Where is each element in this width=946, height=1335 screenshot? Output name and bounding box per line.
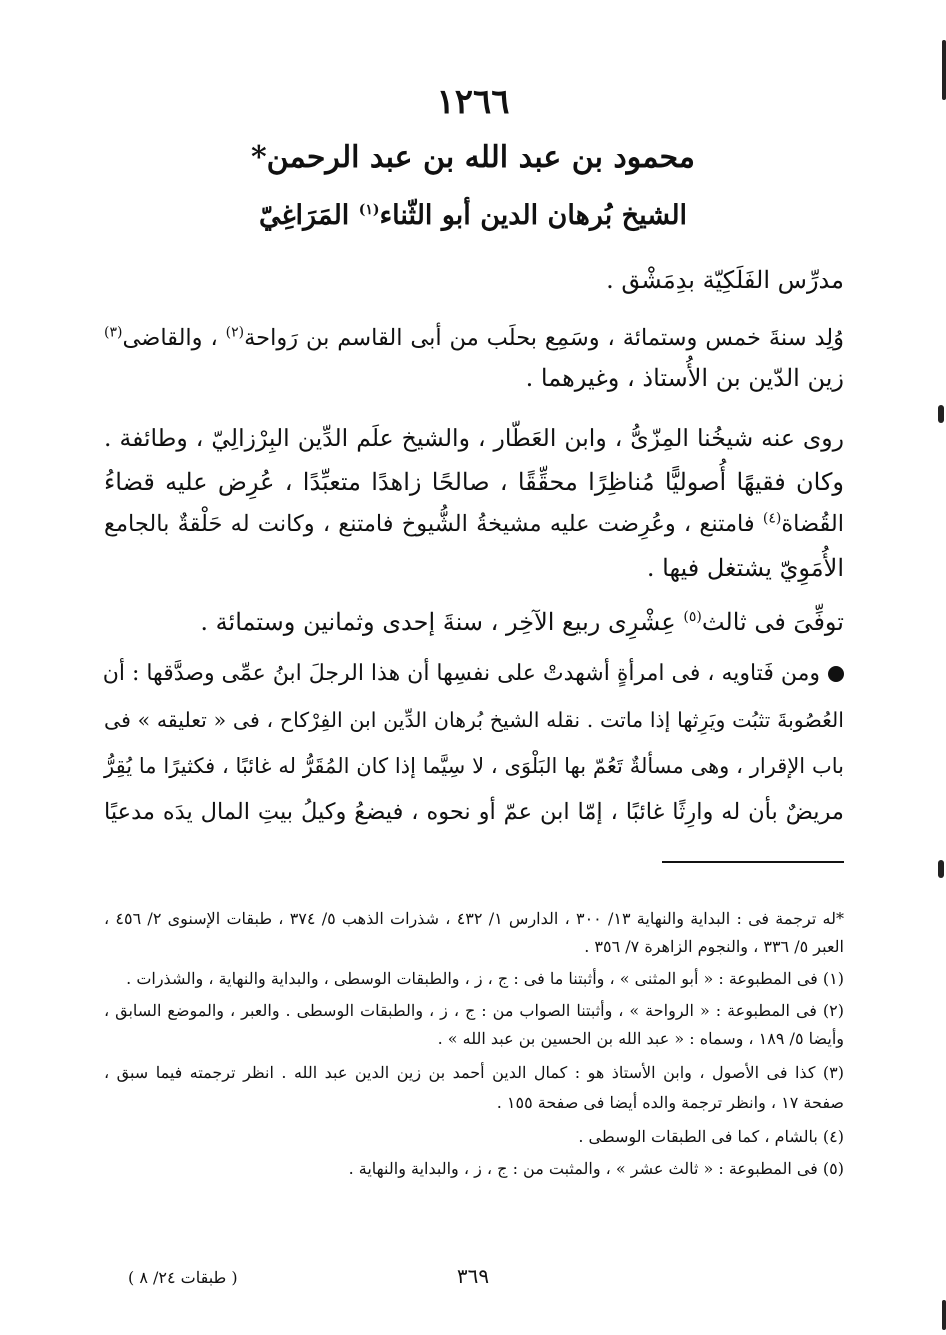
body-line-11: باب الإقرار ، وهى مسألةٌ تَعُمّ بها البَلْوَى ، لا سِيَّما إذا كان المُقَرُّ له غائبًا ، فكثيرًا ما يُقِرُّ [104, 754, 844, 778]
body-line-10: العُصُوبةَ تثبُت ويَرِثها إذا ماتت . نقله الشيخ بُرهان الدِّين ابن الفِرْكاح ، فى « تعليقه » فى [104, 708, 844, 732]
subtitle-text-tail: المَرَاغِيّ [258, 200, 359, 231]
footnote-divider [662, 861, 844, 863]
body-text: توفِّىَ فى ثالث [701, 608, 844, 636]
footnote-2-line-1: (٢) فى المطبوعة : « الرواحة » ، وأثبتنا الصواب من : ج ، ز ، والطبقات الوسطى . والعبر ، والموضع السابق ، [104, 1001, 844, 1020]
footnote-star-line-2: العبر ٥/ ٣٣٦ ، والنجوم الزاهرة ٧/ ٣٥٦ . [584, 937, 844, 956]
margin-mark [942, 1300, 946, 1330]
footnote-ref-4: (٤) [762, 510, 782, 527]
subtitle-text: الشيخ بُرهان الدين أبو الثّناء [379, 200, 688, 231]
body-text: ومن فَتاويه ، فى امرأةٍ أشهدتْ على نفسِها أن هذا الرجلَ ابنُ عمِّى وصدَّقها : أن [102, 661, 820, 686]
footnote-star-line-1: *له ترجمة فى : البداية والنهاية ١٣/ ٣٠٠ ، الدارس ١/ ٤٣٢ ، شذرات الذهب ٥/ ٣٧٤ ، طبقات الإسنوى ٢/ ٤٥٦ ، [104, 909, 844, 928]
body-line-1: مدرِّس الفَلَكِيّة بدِمَشْق . [606, 266, 844, 294]
body-line-3: زين الدّين بن الأُستاذ ، وغيرهما . [525, 364, 844, 392]
biography-subtitle [0, 200, 946, 231]
body-line-9 [104, 654, 844, 694]
section-bullet-icon [828, 666, 844, 682]
body-text: ، والقاضى [122, 325, 226, 351]
footnote-2-line-2: وأيضا ٥/ ١٨٩ ، وسماه : « عبد الله بن الحسين بن عبد الله » . [437, 1029, 844, 1048]
body-line-8 [104, 602, 844, 642]
body-line-5: وكان فقيهًا أُصوليًّا مُناظِرًا محقِّقًا ، صالحًا زاهدًا متعبِّدًا ، عُرِض عليه قضاءُ [104, 468, 844, 496]
footnote-3-line-1: (٣) كذا فى الأصول ، وابن الأستاذ هو : كمال الدين أحمد بن زين الدين عبد الله . انظر ترجمته فيما سبق ، [104, 1063, 844, 1082]
entry-number: ١٢٦٦ [436, 82, 510, 122]
footnote-3-line-2: صفحة ١٧ ، وانظر ترجمة والده أيضا فى صفحة ١٥٥ . [496, 1093, 844, 1112]
footnote-ref-5: (٥) [683, 609, 702, 625]
body-line-7: الأُمَوِيّ يشتغل فيها . [646, 554, 844, 582]
footnote-ref-1: (١) [358, 202, 380, 218]
margin-mark [938, 860, 944, 878]
body-line-6 [104, 504, 844, 544]
footnote-5: (٥) فى المطبوعة : « ثالث عشر » ، والمثبت من : ج ، ز ، والبداية والنهاية . [348, 1159, 844, 1178]
body-line-12: مريضٌ بأن له وارِثًا غائبًا ، إمّا ابن عمّ أو نحوه ، فيضعُ وكيلُ بيتِ المال يدَه مدعيًا [104, 799, 844, 825]
body-line-2 [104, 318, 844, 358]
margin-mark [938, 405, 944, 423]
body-text: فامتنع ، وعُرِضت عليه مشيخةُ الشُّيوخ فامتنع ، وكانت له حَلْقةٌ بالجامع [104, 511, 763, 537]
footnote-ref-2: (٢) [225, 324, 245, 341]
body-text: وُلِد سنةَ خمس وستمائة ، وسَمِع بحلَب من أبى القاسم بن رَواحة [244, 325, 844, 351]
page-number: ٣٦٩ [456, 1264, 490, 1288]
body-text: القُضاة [781, 511, 844, 537]
footnote-4: (٤) بالشام ، كما فى الطبقات الوسطى . [578, 1127, 844, 1146]
margin-mark [942, 40, 946, 100]
footnote-ref-3: (٣) [104, 324, 123, 341]
biography-title: محمود بن عبد الله بن عبد الرحمن* [250, 140, 695, 175]
footnote-1: (١) فى المطبوعة : « أبو المثنى » ، وأثبتنا ما فى : ج ، ز ، والطبقات الوسطى ، والبداية والنهاية ، والشذرات . [126, 969, 844, 988]
body-text: عِشْرِى ربيع الآخِر ، سنةَ إحدى وثمانين وستمائة . [200, 608, 684, 636]
body-line-4: روى عنه شيخُنا المِزّىُّ ، وابن العَطّار ، والشيخ علَم الدِّين البِرْزالِيّ ، وطائفة . [104, 424, 844, 452]
printer-signature: ( طبقات ٢٤/ ٨ ) [128, 1268, 238, 1287]
